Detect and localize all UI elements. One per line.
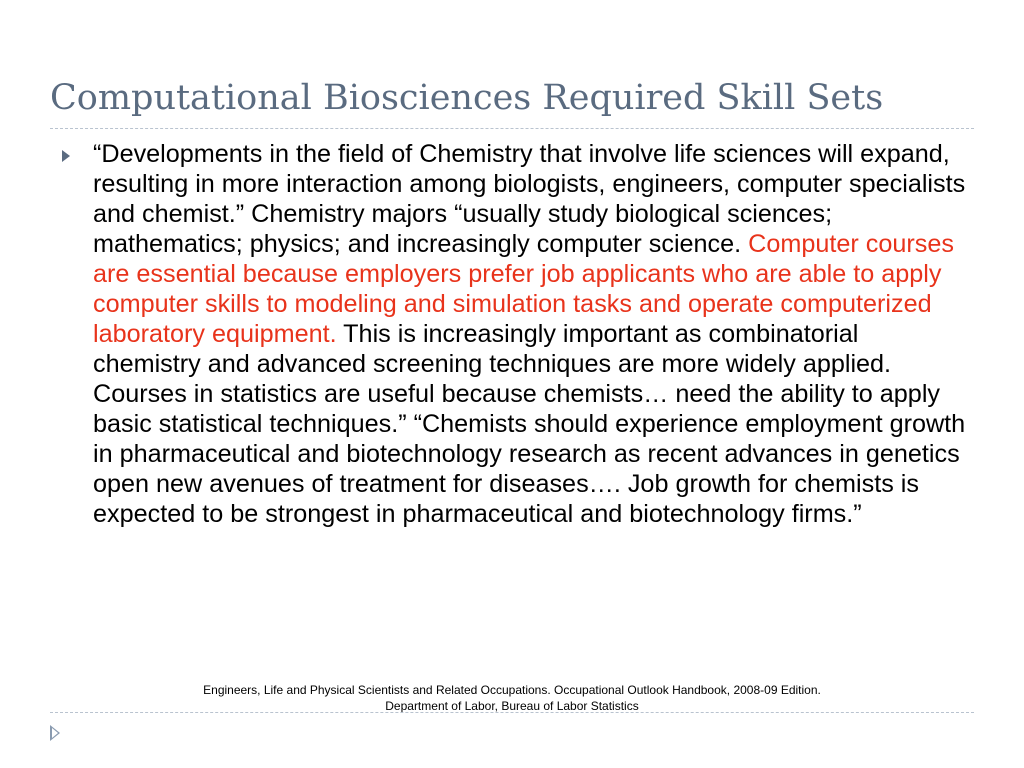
triangle-bullet-icon <box>62 150 70 162</box>
title-divider <box>50 128 974 129</box>
bullet-text <box>93 139 973 529</box>
bullet-text-highlight: Computer courses are essential because employers prefer job applicants who are able to apply computer skills to modeling and simulation tasks and operate computerized laboratory equipment. <box>93 230 954 348</box>
bullet-text-part2: This is increasingly important as combinatorial chemistry and advanced screening techniques are more widely applied. Courses in statistics are useful because chemists… need the ability to apply basic statistical techniques.” “Chemists should experience employment growth in pharmaceutical and biotechnology research as recent advances in genetics open new avenues of treatment for diseases…. Job growth for chemists is expected to be strongest in pharmaceutical and biotechnology firms.” <box>93 320 966 528</box>
source-line-1: Engineers, Life and Physical Scientists and Related Occupations. Occupational Outlook Handbook, 2008-09 Edition. <box>203 683 821 697</box>
bullet-text-part1: “Developments in the field of Chemistry that involve life sciences will expand, resulting in more interaction among biologists, engineers, computer specialists and chemist.” Chemistry majors “usually study biological sciences; mathematics; physics; and increasingly computer science. <box>93 140 966 258</box>
source-citation <box>0 682 1024 714</box>
footer-divider <box>50 712 974 713</box>
source-line-2: Department of Labor, Bureau of Labor Statistics <box>385 699 639 713</box>
next-slide-icon[interactable] <box>50 725 60 741</box>
slide-title: Computational Biosciences Required Skill Sets <box>50 78 884 118</box>
